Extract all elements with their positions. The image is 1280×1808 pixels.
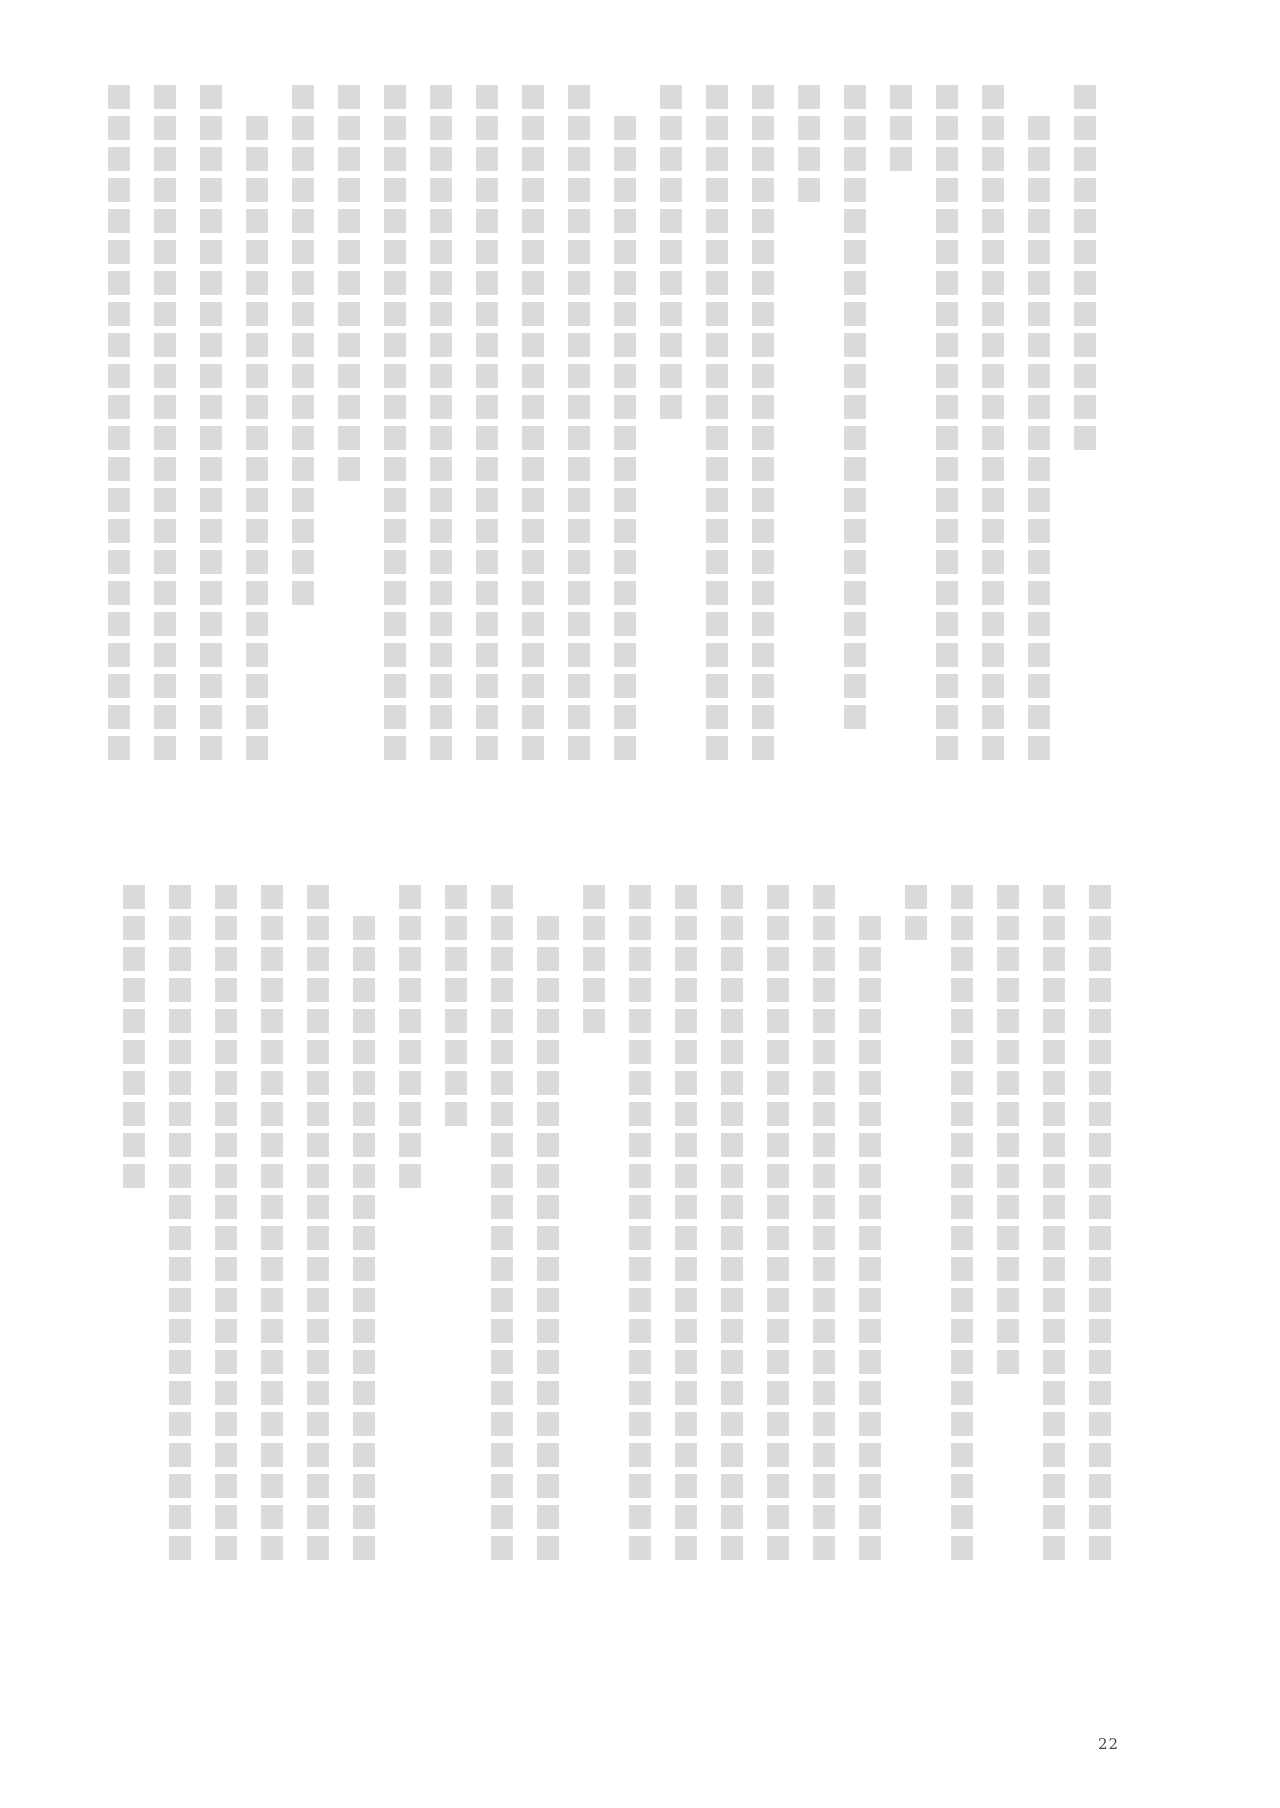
text-column bbox=[1074, 85, 1096, 450]
text-column bbox=[859, 916, 881, 1560]
text-column bbox=[399, 885, 421, 1188]
text-column bbox=[522, 85, 544, 760]
text-column bbox=[721, 885, 743, 1560]
text-column bbox=[292, 85, 314, 605]
text-column bbox=[905, 885, 927, 940]
page-number: 22 bbox=[1098, 1735, 1120, 1753]
text-column bbox=[752, 85, 774, 760]
text-column bbox=[614, 116, 636, 760]
text-column bbox=[108, 85, 130, 760]
text-column bbox=[813, 885, 835, 1560]
text-column bbox=[767, 885, 789, 1560]
text-column bbox=[629, 885, 651, 1560]
text-column bbox=[261, 885, 283, 1560]
text-column bbox=[338, 85, 360, 481]
text-column bbox=[246, 116, 268, 760]
text-column bbox=[997, 885, 1019, 1374]
text-column bbox=[169, 885, 191, 1560]
text-column bbox=[1089, 885, 1111, 1560]
text-column bbox=[491, 885, 513, 1560]
text-column bbox=[844, 85, 866, 729]
text-column bbox=[568, 85, 590, 760]
text-column bbox=[660, 85, 682, 419]
text-column bbox=[675, 885, 697, 1560]
text-column bbox=[123, 885, 145, 1188]
text-column bbox=[200, 85, 222, 760]
text-column bbox=[706, 85, 728, 760]
text-column bbox=[476, 85, 498, 760]
text-column bbox=[307, 885, 329, 1560]
text-column bbox=[1043, 885, 1065, 1560]
text-column bbox=[982, 85, 1004, 760]
text-column bbox=[384, 85, 406, 760]
text-column bbox=[430, 85, 452, 760]
text-column bbox=[353, 916, 375, 1560]
text-column bbox=[154, 85, 176, 760]
text-column bbox=[936, 85, 958, 760]
text-column bbox=[445, 885, 467, 1126]
text-column bbox=[951, 885, 973, 1560]
text-column bbox=[583, 885, 605, 1033]
text-column bbox=[798, 85, 820, 202]
text-column bbox=[890, 85, 912, 171]
text-column bbox=[537, 916, 559, 1560]
text-column bbox=[215, 885, 237, 1560]
text-column bbox=[1028, 116, 1050, 760]
